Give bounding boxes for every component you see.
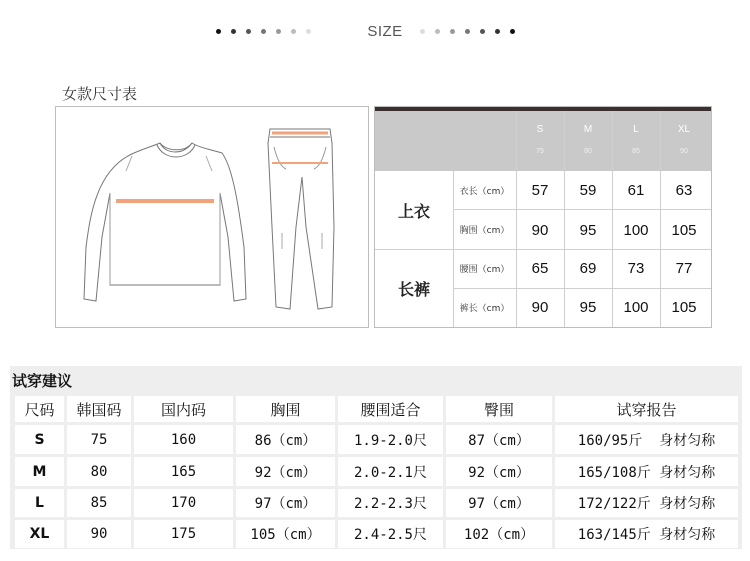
group-label-pants: 长裤: [397, 279, 430, 299]
header-size-l: L: [633, 123, 639, 135]
table-row-size: L: [15, 489, 64, 517]
table-row-report: 165/108斤 身材匀称: [555, 457, 738, 486]
value-cell: 105: [671, 221, 697, 239]
garment-illustration: [55, 106, 369, 328]
table-row-report: 172/122斤 身材匀称: [555, 489, 738, 517]
table-row-chest: 105（cm）: [236, 520, 335, 548]
header-kr-85: 85: [632, 147, 640, 155]
value-cell: 65: [531, 260, 549, 277]
group-label-top: 上衣: [397, 201, 430, 221]
table-row-chest: 92（cm）: [236, 457, 335, 486]
table-row-cn: 170: [134, 489, 233, 517]
row-label-chest: 胸围（cm）: [459, 225, 510, 236]
row-label-length: 衣长（cm）: [459, 186, 510, 197]
table-row-cn: 175: [134, 520, 233, 548]
header-kr-80: 80: [584, 147, 592, 155]
table-row-kr: 85: [67, 489, 131, 517]
table-row-kr: 90: [67, 520, 131, 548]
trial-table-title: 试穿建议: [12, 372, 73, 390]
trial-header: 腰围适合: [338, 396, 443, 422]
value-cell: 73: [627, 260, 645, 277]
value-cell: 90: [531, 299, 549, 316]
value-cell: 77: [675, 260, 693, 277]
trial-header: 试穿报告: [555, 396, 738, 422]
value-cell: 95: [579, 221, 597, 239]
table-row-size: S: [15, 425, 64, 454]
table-row-waist: 2.0-2.1尺: [338, 457, 443, 486]
trial-header: 国内码: [134, 396, 233, 422]
trial-header: 尺码: [15, 396, 64, 422]
table-row-kr: 80: [67, 457, 131, 486]
row-label-pants-length: 裤长（cm）: [459, 304, 510, 314]
value-cell: 105: [671, 299, 697, 316]
trial-header: 胸围: [236, 396, 335, 422]
table-row-size: XL: [15, 520, 64, 548]
value-cell: 100: [623, 221, 649, 239]
table-row-waist: 2.2-2.3尺: [338, 489, 443, 517]
left-dots-decoration: [216, 29, 311, 35]
table-row-hip: 97（cm）: [446, 489, 552, 517]
trial-header: 臀围: [446, 396, 552, 422]
value-cell: 63: [675, 181, 693, 199]
trial-header: 韩国码: [67, 396, 131, 422]
table-row-waist: 2.4-2.5尺: [338, 520, 443, 548]
table-row-cn: 165: [134, 457, 233, 486]
page-title: SIZE: [367, 23, 403, 40]
header-size-xl: XL: [677, 123, 691, 135]
header-size-s: S: [536, 123, 544, 135]
right-dots-decoration: [420, 29, 515, 35]
table-row-hip: 92（cm）: [446, 457, 552, 486]
value-cell: 61: [627, 181, 645, 199]
table-row-hip: 102（cm）: [446, 520, 552, 548]
table-row-kr: 75: [67, 425, 131, 454]
shirt-outline-icon: [84, 143, 246, 301]
value-cell: 100: [623, 299, 649, 316]
table-row-report: 163/145斤 身材匀称: [555, 520, 738, 548]
header-size-m: M: [583, 123, 593, 135]
table-row-report: 160/95斤 身材匀称: [555, 425, 738, 454]
header-kr-90: 90: [680, 147, 688, 155]
pants-outline-icon: [268, 129, 334, 309]
table-row-chest: 97（cm）: [236, 489, 335, 517]
size-table: [374, 106, 712, 328]
value-cell: 57: [531, 181, 549, 199]
garment-drawing: [56, 107, 368, 327]
value-cell: 59: [579, 181, 597, 199]
header-kr-75: 75: [536, 147, 544, 155]
table-row-size: M: [15, 457, 64, 486]
table-row-cn: 160: [134, 425, 233, 454]
table-row-chest: 86（cm）: [236, 425, 335, 454]
value-cell: 95: [579, 299, 597, 316]
table-row-hip: 87（cm）: [446, 425, 552, 454]
row-label-waist: 腰围（cm）: [459, 265, 510, 275]
table-row-waist: 1.9-2.0尺: [338, 425, 443, 454]
value-cell: 90: [531, 221, 549, 239]
value-cell: 69: [579, 260, 597, 277]
size-chart-title: 女款尺寸表: [62, 85, 138, 103]
